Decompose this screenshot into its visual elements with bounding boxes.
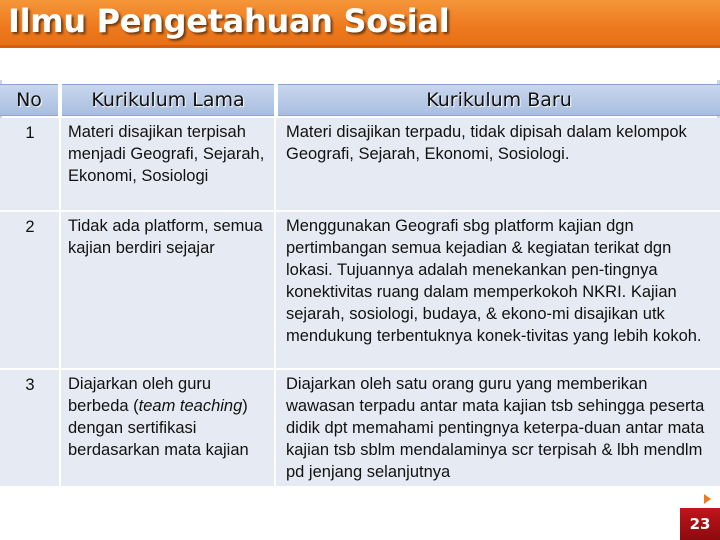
header-lama-label: Kurikulum Lama xyxy=(91,89,245,111)
page-number-badge: 23 xyxy=(680,508,720,540)
baru-cell: Diajarkan oleh satu orang guru yang memberikan wawasan terpadu antar mata kajian tsb sehingga peserta didik dpt memahami pentingnya keterpa-duan antar mata kajian tsb sblm mendalaminya scr terpisah & lbh mendlm pd jenjang selanjutnya xyxy=(276,370,720,486)
lama-cell: Tidak ada platform, semua kajian berdiri sejajar xyxy=(60,212,274,368)
column-divider xyxy=(274,118,276,486)
table-row xyxy=(0,212,720,368)
baru-cell: Menggunakan Geografi sbg platform kajian dgn pertimbangan semua kejadian & kegiatan terikat dgn lokasi. Tujuannya adalah menekankan pen-tingnya konektivitas ruang dalam memperkokoh NKRI. Kajian sejarah, sosiologi, budaya, & ekono-mi disajikan utk mendukung terbentuknya konek-tivitas yang lebih kokoh. xyxy=(276,212,720,368)
row-number: 2 xyxy=(0,212,60,368)
column-divider xyxy=(59,118,61,486)
table-row xyxy=(0,118,720,210)
row-number: 1 xyxy=(0,118,60,210)
row-number: 3 xyxy=(0,370,60,486)
lama-text-part: Diajarkan oleh guru berbeda ( xyxy=(68,375,212,415)
title-bar xyxy=(0,0,720,48)
baru-cell: Materi disajikan terpadu, tidak dipisah dalam kelompok Geografi, Sejarah, Ekonomi, Sosiologi. xyxy=(276,118,720,210)
slide-title: Ilmu Pengetahuan Sosial xyxy=(8,2,450,40)
lama-text-part: ) dengan sertifikasi berdasarkan mata kajian xyxy=(68,397,249,459)
header-kurikulum-lama xyxy=(62,84,274,116)
lama-text-italic: team teaching xyxy=(138,397,243,415)
arrow-bullet-icon xyxy=(704,494,711,504)
lama-cell: Materi disajikan terpisah menjadi Geografi, Sejarah, Ekonomi, Sosiologi xyxy=(60,118,274,210)
header-no-label: No xyxy=(16,89,42,111)
header-baru-label: Kurikulum Baru xyxy=(426,89,572,111)
lama-cell xyxy=(60,370,274,486)
header-kurikulum-baru xyxy=(278,84,720,116)
header-no xyxy=(0,84,58,116)
table-row xyxy=(0,370,720,486)
